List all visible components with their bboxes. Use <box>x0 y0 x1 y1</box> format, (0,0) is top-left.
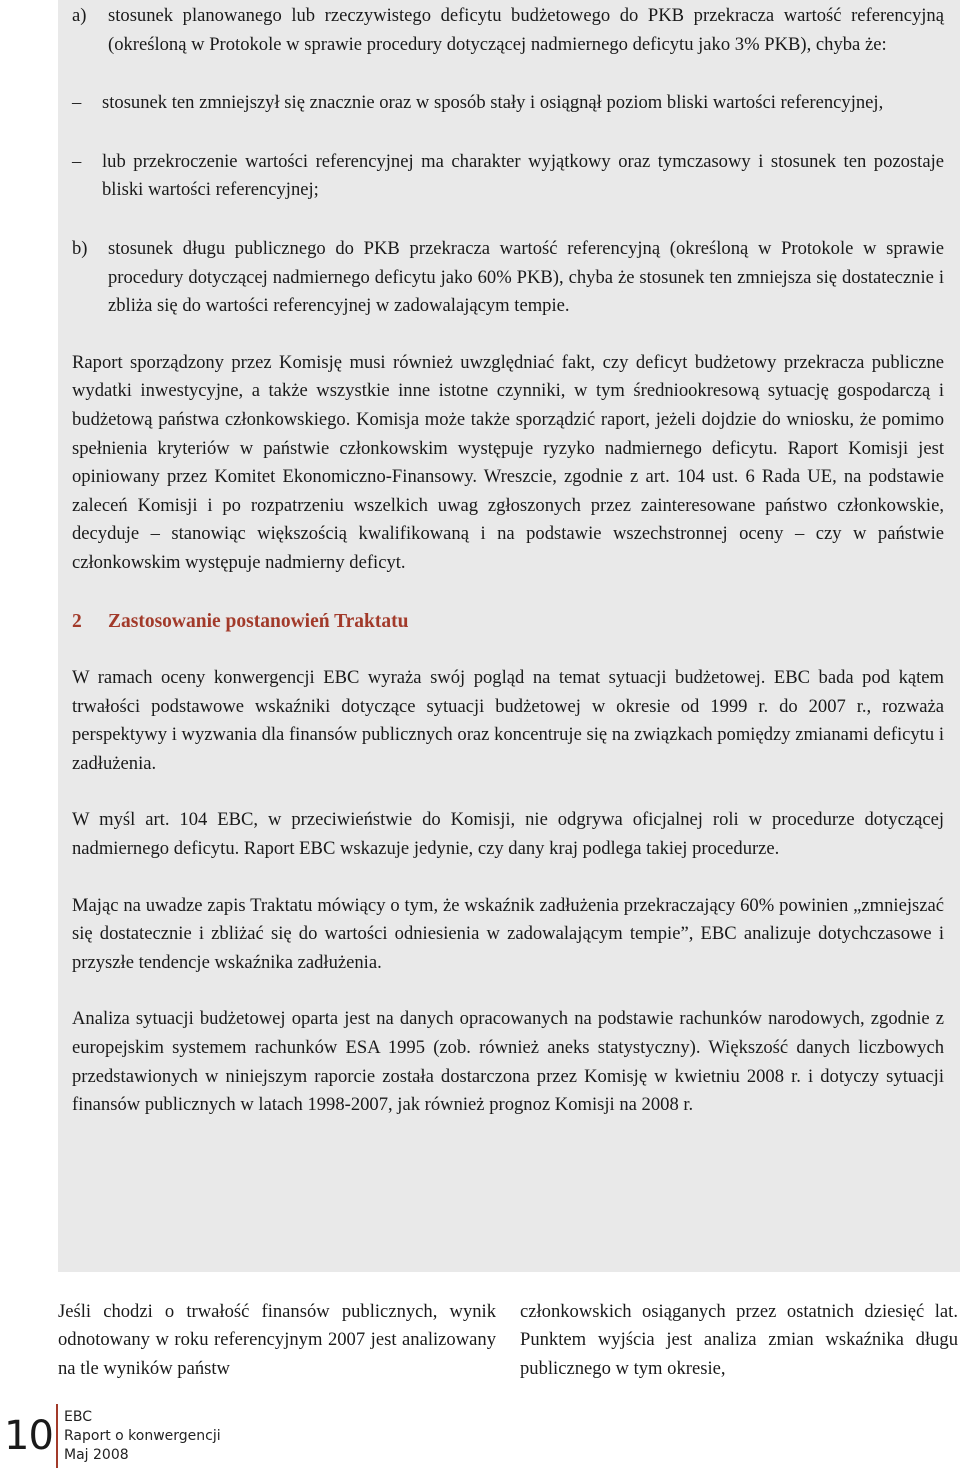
section-title: Zastosowanie postanowień Traktatu <box>108 610 409 632</box>
main-text <box>72 2 944 1120</box>
paragraph-4: Analiza sytuacji budżetowej oparta jest na danych opracowanych na podstawie rachunków narodowych, zgodnie z europejskim systemem rachunków ESA 1995 (zob. również aneks statystyczny). Większość danych liczbowych przedstawionych w niniejszym raporcie została dostarczona przez Komisję w kwietniu 2008 r. i dotyczy sytuacji finansów publicznych w latach 1998-2007, jak również prognoz Komisji na 2008 r. <box>72 1008 944 1116</box>
dash-item-1 <box>72 89 944 118</box>
dash-item-2 <box>72 148 944 205</box>
footer-publication-info <box>64 1408 221 1465</box>
footer-line-date: Maj 2008 <box>64 1447 129 1463</box>
footer-line-publisher: EBC <box>64 1409 92 1425</box>
dash-item-text: stosunek ten zmniejszył się znacznie oraz w sposób stały i osiągnął poziom bliski wartości referencyjnej, <box>102 92 884 114</box>
dash-marker: – <box>72 150 82 172</box>
page-footer <box>0 1404 260 1468</box>
section-number: 2 <box>72 610 82 632</box>
section-heading <box>72 608 944 637</box>
paragraph-2: W myśl art. 104 EBC, w przeciwieństwie do Komisji, nie odgrywa oficjalnej roli w procedurze dotyczącej nadmiernego deficytu. Raport EBC wskazuje jedynie, czy dany kraj podlega takiej procedurze. <box>72 809 944 860</box>
list-item-text: stosunek długu publicznego do PKB przekracza wartość referencyjną (określoną w Protokole w sprawie procedury dotyczącej nadmiernego deficytu jako 60% PKB), chyba że stosunek ten zmniejsza się dostatecznie i zbliża się do wartości referencyjnej w zadowalającym tempie. <box>108 237 944 317</box>
list-marker: a) <box>72 5 87 26</box>
paragraph-report: Raport sporządzony przez Komisję musi również uwzględniać fakt, czy deficyt budżetowy przekracza publiczne wydatki inwestycyjne, a także wszystkie inne istotne czynniki, w tym średniookresową sytuację gospodarczą i budżetową państwa członkowskiego. Komisja może także sporządzić raport, jeżeli dojdzie do wniosku, że pomimo spełnienia kryteriów w państwie członkowskim występuje ryzyko nadmiernego deficytu. Raport Komisji jest opiniowany przez Komitet Ekonomiczno-Finansowy. Wreszcie, zgodnie z art. 104 ust. 6 Rada UE, na podstawie zaleceń Komisji i po rozpatrzeniu wszelkich uwag zgłoszonych przez zainteresowane państwo członkowskie, decyduje – stanowiąc większością kwalifikowaną i na podstawie wszechstronnej oceny – czy w państwie członkowskim występuje nadmierny deficyt. <box>72 351 944 573</box>
dash-item-text: lub przekroczenie wartości referencyjnej ma charakter wyjątkowy oraz tymczasowy i stosunek ten pozostaje bliski wartości referencyjnej; <box>102 150 944 201</box>
footer-line-title: Raport o konwergencji <box>64 1428 221 1444</box>
dash-marker: – <box>72 92 82 114</box>
paragraph-1: W ramach oceny konwergencji EBC wyraża swój pogląd na temat sytuacji budżetowej. EBC bada pod kątem trwałości podstawowe wskaźniki dotyczące sytuacji budżetowej w okresie od 1999 r. do 2007 r., rozważa perspektywy i wyzwania dla finansów publicznych oraz koncentruje się na związkach pomiędzy zmianami deficytu i zadłużenia. <box>72 667 944 774</box>
page-number: 10 <box>4 1413 53 1459</box>
paragraph-3: Mając na uwadze zapis Traktatu mówiący o tym, że wskaźnik zadłużenia przekraczający 60% powinien „zmniejszać się dostatecznie i zbliżać się do wartości odniesienia w zadowalającym tempie”, EBC analizuje dotychczasowe i przyszłe tendencje wskaźnika zadłużenia. <box>72 894 944 973</box>
column-right: członkowskich osiąganych przez ostatnich dziesięć lat. Punktem wyjścia jest analiza zmian wskaźnika długu publicznego w tym okresie, <box>520 1301 958 1379</box>
column-left: Jeśli chodzi o trwałość finansów publicznych, wynik odnotowany w roku referencyjnym 2007 jest analizowany na tle wyników państw <box>58 1301 496 1379</box>
two-column-text <box>58 1298 958 1383</box>
list-item-a <box>72 2 944 59</box>
list-item-text: stosunek planowanego lub rzeczywistego deficytu budżetowego do PKB przekracza wartość referencyjną (określoną w Protokole w sprawie procedury dotyczącej nadmiernego deficytu jako 3% PKB), chyba że: <box>108 5 944 55</box>
page-number-box <box>0 1404 58 1468</box>
list-marker: b) <box>72 237 88 259</box>
list-item-b <box>72 235 944 321</box>
